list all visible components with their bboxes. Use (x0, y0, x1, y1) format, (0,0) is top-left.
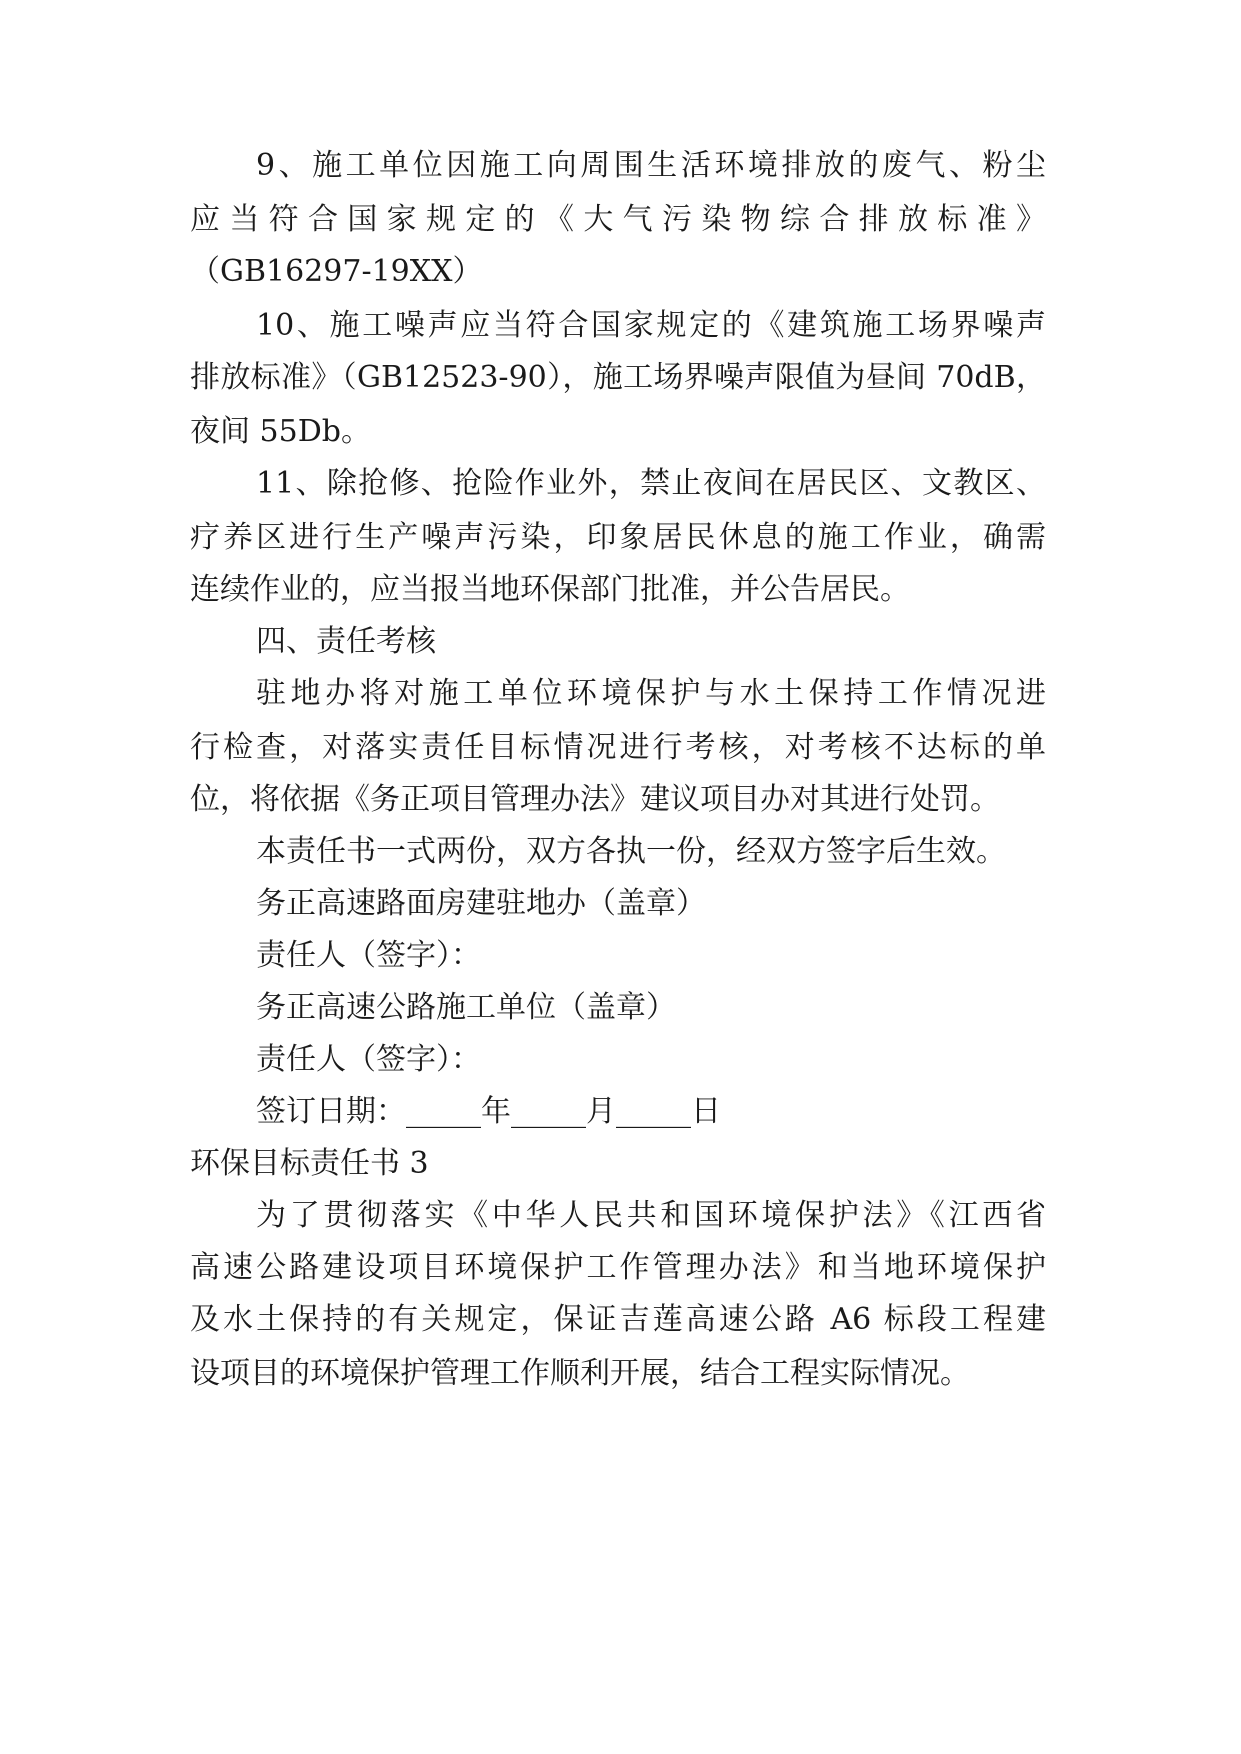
section-4-body-line-1: 驻地办将对施工单位环境保护与水土保持工作情况进 (256, 676, 1046, 711)
item-11-line-2: 疗养区进行生产噪声污染，印象居民休息的施工作业，确需 (190, 520, 1046, 555)
sign-date: 签订日期：_____年_____月_____日 (256, 1094, 721, 1129)
intro-line-4: 设项目的环境保护管理工作顺利开展，结合工程实际情况。 (190, 1356, 970, 1391)
party-b-signer: 责任人（签字）： (256, 1042, 481, 1077)
item-11-line-1: 11、除抢修、抢险作业外，禁止夜间在居民区、文教区、 (256, 466, 1046, 501)
document-3-title: 环保目标责任书 3 (190, 1146, 429, 1181)
intro-line-3: 及水土保持的有关规定，保证吉莲高速公路 A6 标段工程建 (190, 1302, 1046, 1337)
section-4-body-line-2: 行检查，对落实责任目标情况进行考核，对考核不达标的单 (190, 730, 1046, 765)
party-a-seal: 务正高速路面房建驻地办（盖章） (256, 886, 706, 921)
item-9-line-2: 应当符合国家规定的《大气污染物综合排放标准》 (190, 202, 1046, 237)
item-9-line-1: 9、施工单位因施工向周围生活环境排放的废气、粉尘 (256, 148, 1046, 183)
item-10-line-3: 夜间 55Db。 (190, 414, 371, 449)
section-4-heading: 四、责任考核 (256, 624, 436, 659)
section-4-body-line-3: 位，将依据《务正项目管理办法》建议项目办对其进行处罚。 (190, 782, 1000, 817)
item-9-line-3: （GB16297-19XX） (190, 254, 483, 289)
party-b-seal: 务正高速公路施工单位（盖章） (256, 990, 676, 1025)
intro-line-2: 高速公路建设项目环境保护工作管理办法》和当地环境保护 (190, 1250, 1046, 1285)
intro-line-1: 为了贯彻落实《中华人民共和国环境保护法》《江西省 (256, 1198, 1046, 1233)
effect-clause: 本责任书一式两份，双方各执一份，经双方签字后生效。 (256, 834, 1006, 869)
item-11-line-3: 连续作业的，应当报当地环保部门批准，并公告居民。 (190, 572, 910, 607)
item-10-line-2: 排放标准》（GB12523-90），施工场界噪声限值为昼间 70dB， (190, 360, 1046, 395)
party-a-signer: 责任人（签字）： (256, 938, 481, 973)
item-10-line-1: 10、施工噪声应当符合国家规定的《建筑施工场界噪声 (256, 308, 1046, 343)
